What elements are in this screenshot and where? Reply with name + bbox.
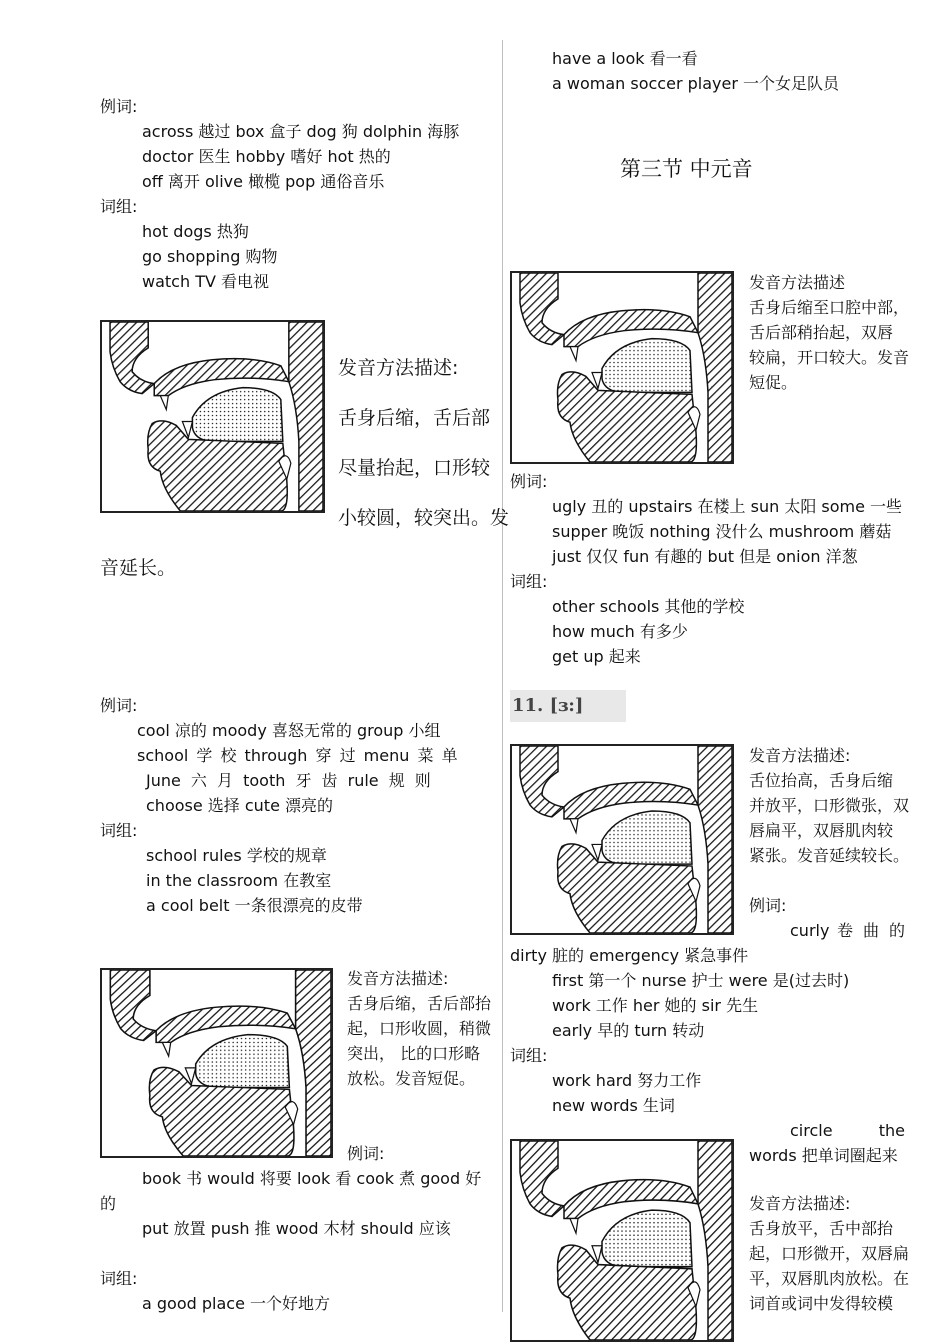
description-line: 起，口形收圆，稍微	[347, 1019, 492, 1038]
examples-label: 例词:	[749, 896, 787, 915]
section-title: 第三节 中元音	[620, 157, 753, 181]
phrase-line: other schools 其他的学校	[552, 597, 745, 616]
phrases-label: 词组:	[100, 1269, 138, 1288]
example-line: 的	[100, 1194, 117, 1213]
description-line: 发音方法描述:	[749, 746, 851, 765]
mouth-diagram-figure	[100, 320, 325, 513]
phrase-line: a good place 一个好地方	[142, 1294, 331, 1313]
examples-label: 例词:	[100, 97, 138, 116]
example-line: early 早的 turn 转动	[552, 1021, 705, 1040]
mouth-diagram-figure	[510, 1139, 734, 1342]
phrase-line: school rules 学校的规章	[146, 846, 327, 865]
example-line: just 仅仅 fun 有趣的 but 但是 onion 洋葱	[552, 547, 858, 566]
mouth-diagram-figure	[100, 968, 333, 1158]
phrase-line: new words 生词	[552, 1096, 675, 1115]
description-line: 并放平，口形微张，双	[749, 796, 910, 815]
example-line: June 六 月 tooth 牙 齿 rule 规 则	[146, 771, 431, 790]
phrase-line: how much 有多少	[552, 622, 688, 641]
description-line: 较扁，开口较大。发音	[749, 348, 910, 367]
description-line: 紧张。发音延续较长。	[749, 846, 910, 865]
phrases-label: 词组:	[510, 1046, 548, 1065]
description-line: 小较圆，较突出。发	[338, 507, 510, 529]
phonetic-heading: 11. [ɜ:]	[510, 690, 626, 722]
example-line: book 书 would 将要 look 看 cook 煮 good 好	[142, 1169, 482, 1188]
description-line: 尽量抬起，口形较	[338, 457, 491, 479]
examples-label: 例词:	[347, 1144, 385, 1163]
description-line: 舌身后缩，舌后部抬	[347, 994, 492, 1013]
description-line: 发音方法描述:	[338, 357, 459, 379]
example-line: off 离开 olive 橄榄 pop 通俗音乐	[142, 172, 385, 191]
example-line: cool 凉的 moody 喜怒无常的 group 小组	[137, 721, 441, 740]
phrase-line: have a look 看一看	[552, 49, 698, 68]
description-line: 发音方法描述:	[749, 1194, 851, 1213]
example-line: dirty 脏的 emergency 紧急事件	[510, 946, 749, 965]
phrase-line: a woman soccer player 一个女足队员	[552, 74, 839, 93]
example-line: put 放置 push 推 wood 木材 should 应该	[142, 1219, 451, 1238]
column-divider	[502, 40, 503, 1312]
examples-label: 例词:	[100, 696, 138, 715]
description-line: 发音方法描述	[749, 273, 846, 292]
description-line: 舌身后缩至口腔中部，	[749, 298, 910, 317]
phrase-line: a cool belt 一条很漂亮的皮带	[146, 896, 363, 915]
description-line: 舌身放平，舌中部抬	[749, 1219, 894, 1238]
example-line: first 第一个 nurse 护士 were 是(过去时)	[552, 971, 850, 990]
description-line: 音延长。	[100, 557, 177, 579]
example-line: across 越过 box 盒子 dog 狗 dolphin 海豚	[142, 122, 460, 141]
phrase-line: watch TV 看电视	[142, 272, 269, 291]
examples-label: 例词:	[510, 472, 548, 491]
phrase-line: circle the	[790, 1121, 905, 1140]
description-line: 短促。	[749, 373, 798, 392]
example-line: ugly 丑的 upstairs 在楼上 sun 太阳 some 一些	[552, 497, 903, 516]
description-line: 词首或词中发得较模	[749, 1294, 894, 1313]
phrases-label: 词组:	[510, 572, 548, 591]
phrase-line: hot dogs 热狗	[142, 222, 249, 241]
phrases-label: 词组:	[100, 821, 138, 840]
description-line: 唇扁平，双唇肌肉较	[749, 821, 894, 840]
description-line: 发音方法描述:	[347, 969, 449, 988]
description-line: 放松。发音短促。	[347, 1069, 476, 1088]
phrase-line: get up 起来	[552, 647, 641, 666]
example-line: choose 选择 cute 漂亮的	[146, 796, 334, 815]
phrase-line: go shopping 购物	[142, 247, 278, 266]
example-line: work 工作 her 她的 sir 先生	[552, 996, 759, 1015]
description-line: 舌位抬高，舌身后缩	[749, 771, 894, 790]
phrases-label: 词组:	[100, 197, 138, 216]
example-line: supper 晚饭 nothing 没什么 mushroom 蘑菇	[552, 522, 892, 541]
example-line: curly 卷 曲 的	[790, 921, 905, 940]
phrase-line: in the classroom 在教室	[146, 871, 332, 890]
mouth-diagram-figure	[510, 744, 734, 935]
phrase-line: words 把单词圈起来	[749, 1146, 898, 1165]
description-line: 突出， 比的口形略	[347, 1044, 481, 1063]
description-line: 舌身后缩，舌后部	[338, 407, 491, 429]
example-line: doctor 医生 hobby 嗜好 hot 热的	[142, 147, 391, 166]
mouth-diagram-figure	[510, 271, 734, 464]
phrase-line: work hard 努力工作	[552, 1071, 702, 1090]
description-line: 平，双唇肌肉放松。在	[749, 1269, 910, 1288]
description-line: 起，口形微开，双唇扁	[749, 1244, 910, 1263]
description-line: 舌后部稍抬起，双唇	[749, 323, 894, 342]
example-line: school 学 校 through 穿 过 menu 菜 单	[137, 746, 458, 765]
